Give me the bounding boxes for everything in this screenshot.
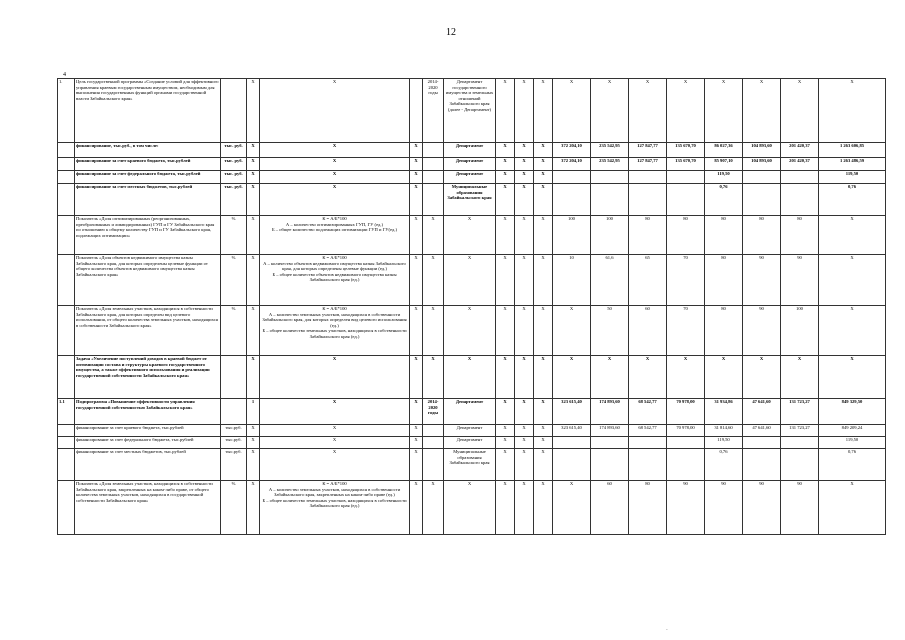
row-number-cell <box>58 171 75 184</box>
value-cell: 90 <box>743 481 781 535</box>
code2-cell: X <box>410 425 423 437</box>
unit-cell: тыс.руб. <box>221 449 247 481</box>
code-cell: X <box>247 255 260 306</box>
executor-cell: Департамент <box>444 143 496 158</box>
value-cell: X <box>553 481 591 535</box>
value-cell: 85 907,10 <box>705 158 743 171</box>
period-cell: 2014-2020 годы <box>423 399 444 425</box>
code2-cell: X <box>410 158 423 171</box>
x3-cell: X <box>534 143 553 158</box>
value-cell: 131 723,27 <box>781 399 819 425</box>
row-number-cell <box>58 437 75 449</box>
code-cell: X <box>247 158 260 171</box>
value-cell: X <box>667 79 705 143</box>
total-cell: X <box>819 255 886 306</box>
value-cell: 135 670,70 <box>667 143 705 158</box>
x3-cell: X <box>534 425 553 437</box>
code-cell: X <box>247 437 260 449</box>
value-cell: 80 <box>743 216 781 255</box>
value-cell: 201 420,37 <box>781 158 819 171</box>
value-cell: X <box>629 79 667 143</box>
x1-cell: X <box>496 158 515 171</box>
table-row <box>58 255 886 306</box>
value-cell: 80 <box>705 255 743 306</box>
code-cell: X <box>247 143 260 158</box>
table-row <box>58 437 886 449</box>
table-row <box>58 449 886 481</box>
code-cell: X <box>247 481 260 535</box>
code2-cell: X <box>410 481 423 535</box>
value-cell: X <box>591 79 629 143</box>
value-cell: X <box>629 356 667 399</box>
value-cell: 135 670,70 <box>667 158 705 171</box>
value-cell <box>781 449 819 481</box>
code-cell: X <box>247 356 260 399</box>
period-cell <box>423 425 444 437</box>
row-name-cell: Показатель «Доля земельных участков, находящихся в собственности Забайкальского края, закрепленных на каком-либо праве, от общего количества земельных участков, находящихся в государственной собственности Забайкальского края» <box>75 481 221 535</box>
row-number-cell <box>58 255 75 306</box>
value-cell <box>591 449 629 481</box>
total-cell: 119,50 <box>819 437 886 449</box>
value-cell: 100 <box>781 306 819 356</box>
value-cell: 61,6 <box>591 255 629 306</box>
formula-cell: К = А/Б*100 А – количество оптимизированных ГУП, ГУ (ед.) Б – общее количество подлежащих оптимизации ГУП и ГУ(ед.) <box>260 216 410 255</box>
value-cell <box>591 437 629 449</box>
value-cell <box>629 171 667 184</box>
value-cell: 127 847,77 <box>629 143 667 158</box>
row-number-cell <box>58 184 75 216</box>
value-cell <box>781 171 819 184</box>
value-cell: X <box>667 356 705 399</box>
period-cell: 2014-2020 годы <box>423 79 444 143</box>
formula-cell: X <box>260 158 410 171</box>
unit-cell: % <box>221 481 247 535</box>
value-cell: 10 <box>553 255 591 306</box>
value-cell: 70 978,00 <box>667 425 705 437</box>
value-cell <box>553 449 591 481</box>
formula-cell: К = А/Б*100 А – количество земельных участков, находящихся в собственности Забайкальского края, закрепленных на каком-либо праве (ед.) Б – общее количество земельных участков, находящихся в собственности Забайкальского края (ед.) <box>260 481 410 535</box>
value-cell: 80 <box>667 216 705 255</box>
table-row <box>58 306 886 356</box>
x1-cell: X <box>496 184 515 216</box>
formula-cell: X <box>260 356 410 399</box>
row-number-cell <box>58 143 75 158</box>
formula-cell: X <box>260 143 410 158</box>
x2-cell: X <box>515 399 534 425</box>
row-name-cell: финансирование за счет краевого бюджета, тыс.рублей <box>75 158 221 171</box>
executor-cell: X <box>444 216 496 255</box>
formula-cell: К = А/Б*100 А – количество земельных участков, находящихся в собственности Забайкальского края, для которых определен вид целевого использования (ед.) Б – общее количество земельных участков, находящихся в собственности Забайкальского края (ед.) <box>260 306 410 356</box>
unit-cell: тыс. руб. <box>221 158 247 171</box>
total-cell: 1 263 606,85 <box>819 143 886 158</box>
x1-cell: X <box>496 399 515 425</box>
value-cell: 68 542,77 <box>629 399 667 425</box>
value-cell: 65 <box>629 255 667 306</box>
value-cell: X <box>743 79 781 143</box>
value-cell: 235 542,95 <box>591 143 629 158</box>
code-cell: X <box>247 79 260 143</box>
row-name-cell: финансирование за счет местных бюджетов, тыс.рублей <box>75 184 221 216</box>
executor-cell: Департамент <box>444 158 496 171</box>
total-cell: X <box>819 216 886 255</box>
unit-cell: тыс.руб. <box>221 425 247 437</box>
row-name-cell: финансирование, тыс.руб., в том числе: <box>75 143 221 158</box>
value-cell: X <box>705 356 743 399</box>
value-cell: 47 641,60 <box>743 399 781 425</box>
x3-cell: X <box>534 437 553 449</box>
period-cell: X <box>423 216 444 255</box>
x3-cell: X <box>534 184 553 216</box>
unit-cell: % <box>221 255 247 306</box>
executor-cell: X <box>444 306 496 356</box>
value-cell: 372 204,10 <box>553 158 591 171</box>
executor-cell: Департамент <box>444 425 496 437</box>
value-cell: 323 615,40 <box>553 399 591 425</box>
value-cell: 100 <box>591 216 629 255</box>
x1-cell: X <box>496 437 515 449</box>
period-cell: X <box>423 356 444 399</box>
x1-cell: X <box>496 481 515 535</box>
value-cell: 235 542,95 <box>591 158 629 171</box>
total-cell: 1 263 486,59 <box>819 158 886 171</box>
value-cell: 90 <box>705 481 743 535</box>
value-cell: 174 893,60 <box>591 425 629 437</box>
x2-cell: X <box>515 306 534 356</box>
total-cell: 849 329,50 <box>819 399 886 425</box>
x1-cell: X <box>496 216 515 255</box>
period-cell <box>423 449 444 481</box>
value-cell: 90 <box>743 306 781 356</box>
value-cell: 104 893,60 <box>743 143 781 158</box>
period-cell <box>423 171 444 184</box>
code-cell: 1 <box>247 399 260 425</box>
row-number-cell <box>58 425 75 437</box>
value-cell <box>667 171 705 184</box>
x3-cell: X <box>534 158 553 171</box>
value-cell: 119,50 <box>705 171 743 184</box>
x2-cell: X <box>515 481 534 535</box>
row-number-cell: 1.1 <box>58 399 75 425</box>
code2-cell: X <box>410 449 423 481</box>
table-row <box>58 143 886 158</box>
value-cell: 104 893,60 <box>743 158 781 171</box>
value-cell: 201 420,37 <box>781 143 819 158</box>
x2-cell: X <box>515 158 534 171</box>
total-cell: 119,50 <box>819 171 886 184</box>
executor-cell: X <box>444 481 496 535</box>
value-cell: 31 934,86 <box>705 399 743 425</box>
x1-cell: X <box>496 79 515 143</box>
code2-cell: X <box>410 143 423 158</box>
unit-cell: % <box>221 216 247 255</box>
value-cell <box>667 184 705 216</box>
executor-cell: Муниципальные образования Забайкальского края <box>444 184 496 216</box>
unit-cell: тыс. руб. <box>221 184 247 216</box>
total-cell: X <box>819 481 886 535</box>
total-cell: 0,76 <box>819 449 886 481</box>
executor-cell: X <box>444 356 496 399</box>
value-cell: 174 893,60 <box>591 399 629 425</box>
value-cell: 90 <box>667 481 705 535</box>
x1-cell: X <box>496 356 515 399</box>
table-row <box>58 356 886 399</box>
period-cell: X <box>423 306 444 356</box>
value-cell: 31 814,60 <box>705 425 743 437</box>
period-cell: X <box>423 255 444 306</box>
code2-cell <box>410 79 423 143</box>
x3-cell: X <box>534 255 553 306</box>
value-cell: 60 <box>591 481 629 535</box>
x3-cell: X <box>534 79 553 143</box>
row-number-cell <box>58 158 75 171</box>
code2-cell: X <box>410 171 423 184</box>
value-cell <box>553 437 591 449</box>
stray-mark: - <box>666 628 668 633</box>
margin-tick: 4 <box>63 72 66 78</box>
x2-cell: X <box>515 437 534 449</box>
value-cell: 372 204,10 <box>553 143 591 158</box>
x3-cell: X <box>534 356 553 399</box>
formula-cell: К = А/Б*100 А – количество объектов недвижимого имущества казны Забайкальского края, для которых определены целевые функции (ед.) Б – общее количество объектов недвижимого имущества казны Забайкальского края (ед.) <box>260 255 410 306</box>
executor-cell: X <box>444 255 496 306</box>
x2-cell: X <box>515 425 534 437</box>
value-cell <box>743 437 781 449</box>
code2-cell: X <box>410 306 423 356</box>
value-cell <box>591 184 629 216</box>
x3-cell: X <box>534 306 553 356</box>
table-row <box>58 158 886 171</box>
value-cell <box>781 437 819 449</box>
value-cell <box>629 437 667 449</box>
row-name-cell: финансирование за счет краевого бюджета, тыс.рублей <box>75 425 221 437</box>
row-number-cell <box>58 306 75 356</box>
value-cell: 80 <box>705 216 743 255</box>
value-cell: 323 615,40 <box>553 425 591 437</box>
value-cell: 119,50 <box>705 437 743 449</box>
value-cell: 60 <box>629 306 667 356</box>
x3-cell: X <box>534 171 553 184</box>
x2-cell: X <box>515 216 534 255</box>
unit-cell: тыс.руб. <box>221 437 247 449</box>
value-cell: X <box>781 356 819 399</box>
executor-cell: Муниципальные образования Забайкальского края <box>444 449 496 481</box>
row-name-cell: Показатель «Доля объектов недвижимого имущества казны Забайкальского края, для которых определены целевые функции от общего количества объектов недвижимого имущества казны Забайкальского края» <box>75 255 221 306</box>
table-row <box>58 79 886 143</box>
x1-cell: X <box>496 255 515 306</box>
value-cell: 68 542,77 <box>629 425 667 437</box>
x3-cell: X <box>534 449 553 481</box>
executor-cell: Департамент государственного имущества и земельных отношений Забайкальского края (далее - Департамент) <box>444 79 496 143</box>
row-number-cell <box>58 216 75 255</box>
code-cell: X <box>247 171 260 184</box>
row-name-cell: финансирование за счет федерального бюджета, тыс.рублей <box>75 437 221 449</box>
value-cell: 80 <box>629 216 667 255</box>
total-cell: X <box>819 356 886 399</box>
value-cell <box>553 171 591 184</box>
period-cell <box>423 143 444 158</box>
value-cell: 80 <box>629 481 667 535</box>
executor-cell: Департамент <box>444 437 496 449</box>
table-row <box>58 171 886 184</box>
x2-cell: X <box>515 143 534 158</box>
value-cell <box>743 184 781 216</box>
row-name-cell: Показатель «Доля оптимизированных (реорганизованных, преобразованных и ликвидированных) ГУП и ГУ Забайкальского края по отношению к общему количеству ГУП и ГУ Забайкальского края, подлежащих оптимизации» <box>75 216 221 255</box>
code2-cell: X <box>410 255 423 306</box>
value-cell: X <box>591 356 629 399</box>
code-cell: X <box>247 449 260 481</box>
row-number-cell <box>58 356 75 399</box>
code-cell: X <box>247 184 260 216</box>
unit-cell: % <box>221 306 247 356</box>
table-row <box>58 425 886 437</box>
x2-cell: X <box>515 356 534 399</box>
page-number: 12 <box>446 27 456 38</box>
value-cell: 70 978,00 <box>667 399 705 425</box>
value-cell <box>667 437 705 449</box>
value-cell: X <box>553 306 591 356</box>
value-cell: 70 <box>667 306 705 356</box>
formula-cell: X <box>260 449 410 481</box>
total-cell: 0,76 <box>819 184 886 216</box>
table-row <box>58 481 886 535</box>
code2-cell: X <box>410 216 423 255</box>
program-table <box>57 78 886 535</box>
value-cell: 86 027,36 <box>705 143 743 158</box>
value-cell: 90 <box>781 481 819 535</box>
code-cell: X <box>247 306 260 356</box>
x1-cell: X <box>496 306 515 356</box>
table-row <box>58 216 886 255</box>
total-cell: X <box>819 306 886 356</box>
x3-cell: X <box>534 216 553 255</box>
x1-cell: X <box>496 143 515 158</box>
value-cell <box>667 449 705 481</box>
value-cell: 127 847,77 <box>629 158 667 171</box>
value-cell: 70 <box>667 255 705 306</box>
x2-cell: X <box>515 449 534 481</box>
x1-cell: X <box>496 449 515 481</box>
unit-cell <box>221 356 247 399</box>
value-cell: 50 <box>591 306 629 356</box>
value-cell: 90 <box>781 255 819 306</box>
code-cell: X <box>247 216 260 255</box>
x2-cell: X <box>515 171 534 184</box>
x2-cell: X <box>515 255 534 306</box>
formula-cell: X <box>260 79 410 143</box>
row-name-cell: Показатель «Доля земельных участков, находящихся в собственности Забайкальского края, для которых определен вид целевого использования, от общего количества земельных участков, находящихся в собственности Забайкальского края» <box>75 306 221 356</box>
x2-cell: X <box>515 79 534 143</box>
executor-cell: Департамент <box>444 399 496 425</box>
row-number-cell <box>58 481 75 535</box>
total-cell: 849 209,24 <box>819 425 886 437</box>
unit-cell: тыс. руб. <box>221 143 247 158</box>
value-cell: X <box>743 356 781 399</box>
unit-cell <box>221 79 247 143</box>
period-cell <box>423 437 444 449</box>
code-cell: X <box>247 425 260 437</box>
row-number-cell: 1. <box>58 79 75 143</box>
value-cell: X <box>705 79 743 143</box>
formula-cell: X <box>260 171 410 184</box>
formula-cell: X <box>260 399 410 425</box>
value-cell <box>629 449 667 481</box>
value-cell <box>553 184 591 216</box>
row-number-cell <box>58 449 75 481</box>
code2-cell: X <box>410 437 423 449</box>
value-cell: 90 <box>743 255 781 306</box>
value-cell: 100 <box>553 216 591 255</box>
value-cell: 131 723,27 <box>781 425 819 437</box>
code2-cell: X <box>410 399 423 425</box>
value-cell <box>743 449 781 481</box>
value-cell: X <box>553 356 591 399</box>
value-cell: 0,76 <box>705 449 743 481</box>
executor-cell: Департамент <box>444 171 496 184</box>
total-cell: X <box>819 79 886 143</box>
code2-cell: X <box>410 356 423 399</box>
x2-cell: X <box>515 184 534 216</box>
table-row <box>58 399 886 425</box>
x1-cell: X <box>496 425 515 437</box>
value-cell <box>781 184 819 216</box>
row-name-cell: Цель государственной программы «Создание условий для эффективного управления краевым государственным имуществом, необходимым для выполнения государственных функций органами государственной власти Забайкальского края» <box>75 79 221 143</box>
unit-cell <box>221 399 247 425</box>
value-cell <box>743 171 781 184</box>
formula-cell: X <box>260 184 410 216</box>
x3-cell: X <box>534 399 553 425</box>
x3-cell: X <box>534 481 553 535</box>
row-name-cell: Подпрограмма «Повышение эффективности управления государственной собственностью Забайкальского края» <box>75 399 221 425</box>
row-name-cell: финансирование за счет местных бюджетов, тыс.рублей <box>75 449 221 481</box>
formula-cell: X <box>260 437 410 449</box>
value-cell <box>591 171 629 184</box>
value-cell <box>629 184 667 216</box>
formula-cell: X <box>260 425 410 437</box>
value-cell: X <box>781 79 819 143</box>
row-name-cell: Задача «Увеличение поступлений доходов в краевой бюджет от оптимизации состава и структуры краевого государственного имущества, а также эффективного использования и реализации государственной собственности Забайкальского края» <box>75 356 221 399</box>
row-name-cell: финансирование за счет федерального бюджета, тыс.рублей <box>75 171 221 184</box>
table-row <box>58 184 886 216</box>
value-cell: 47 641,60 <box>743 425 781 437</box>
value-cell: X <box>553 79 591 143</box>
period-cell <box>423 184 444 216</box>
unit-cell: тыс. руб. <box>221 171 247 184</box>
value-cell: 80 <box>705 306 743 356</box>
x1-cell: X <box>496 171 515 184</box>
value-cell: 0,76 <box>705 184 743 216</box>
code2-cell: X <box>410 184 423 216</box>
period-cell: X <box>423 481 444 535</box>
value-cell: 80 <box>781 216 819 255</box>
period-cell <box>423 158 444 171</box>
